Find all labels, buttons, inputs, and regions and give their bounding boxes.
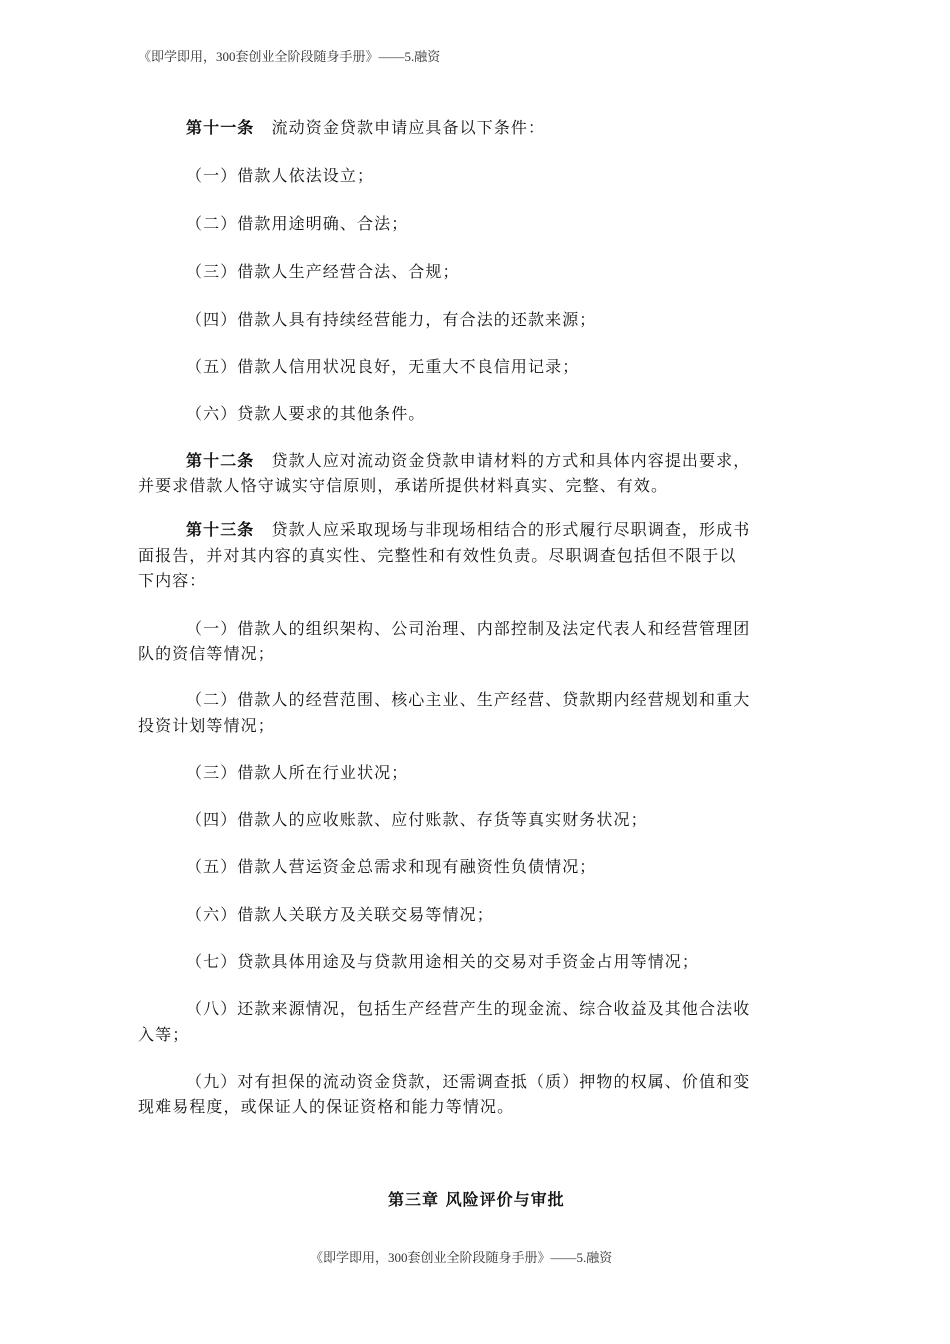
article-text: 贷款人应采取现场与非现场相结合的形式履行尽职调查，形成书	[271, 520, 751, 539]
list-item: （七）贷款具体用途及与贷款用途相关的交易对手资金占用等情况；	[186, 952, 700, 971]
page-footer: 《即学即用，300套创业全阶段随身手册》——5.融资	[310, 1250, 613, 1265]
list-item: （六）借款人关联方及关联交易等情况；	[186, 905, 494, 924]
list-item: （二）借款人的经营范围、核心主业、生产经营、贷款期内经营规划和重大	[186, 690, 751, 709]
article-label: 第十三条	[186, 520, 255, 539]
article-11	[186, 118, 545, 138]
article-label: 第十二条	[186, 451, 255, 470]
list-item-continued: 投资计划等情况；	[138, 716, 275, 735]
paragraph-line: 下内容：	[138, 571, 207, 590]
list-item: （一）借款人的组织架构、公司治理、内部控制及法定代表人和经营管理团	[186, 619, 751, 638]
list-item: （三）借款人所在行业状况；	[186, 763, 409, 782]
chapter-heading: 第三章 风险评价与审批	[388, 1190, 565, 1209]
list-item: （一）借款人依法设立；	[186, 166, 375, 185]
article-text: 贷款人应对流动资金贷款申请材料的方式和具体内容提出要求，	[271, 451, 751, 470]
article-13	[186, 520, 750, 540]
list-item: （八）还款来源情况，包括生产经营产生的现金流、综合收益及其他合法收	[186, 999, 751, 1018]
article-label: 第十一条	[186, 118, 255, 137]
list-item: （四）借款人具有持续经营能力，有合法的还款来源；	[186, 310, 597, 329]
list-item-continued: 入等；	[138, 1025, 190, 1044]
list-item: （二）借款用途明确、合法；	[186, 214, 409, 233]
list-item-continued: 队的资信等情况；	[138, 644, 275, 663]
article-text: 流动资金贷款申请应具备以下条件：	[271, 118, 546, 137]
list-item: （九）对有担保的流动资金贷款，还需调查抵（质）押物的权属、价值和变	[186, 1072, 751, 1091]
paragraph-line: 面报告，并对其内容的真实性、完整性和有效性负责。尽职调查包括但不限于以	[138, 546, 737, 565]
list-item: （六）贷款人要求的其他条件。	[186, 404, 426, 423]
list-item: （五）借款人营运资金总需求和现有融资性负债情况；	[186, 857, 597, 876]
article-12	[186, 451, 750, 471]
paragraph-line: 并要求借款人恪守诚实守信原则，承诺所提供材料真实、完整、有效。	[138, 476, 669, 495]
list-item: （四）借款人的应收账款、应付账款、存货等真实财务状况；	[186, 810, 648, 829]
page-header: 《即学即用，300套创业全阶段随身手册》——5.融资	[138, 49, 441, 64]
list-item: （五）借款人信用状况良好，无重大不良信用记录；	[186, 357, 580, 376]
list-item-continued: 现难易程度，或保证人的保证资格和能力等情况。	[138, 1097, 515, 1116]
list-item: （三）借款人生产经营合法、合规；	[186, 262, 460, 281]
